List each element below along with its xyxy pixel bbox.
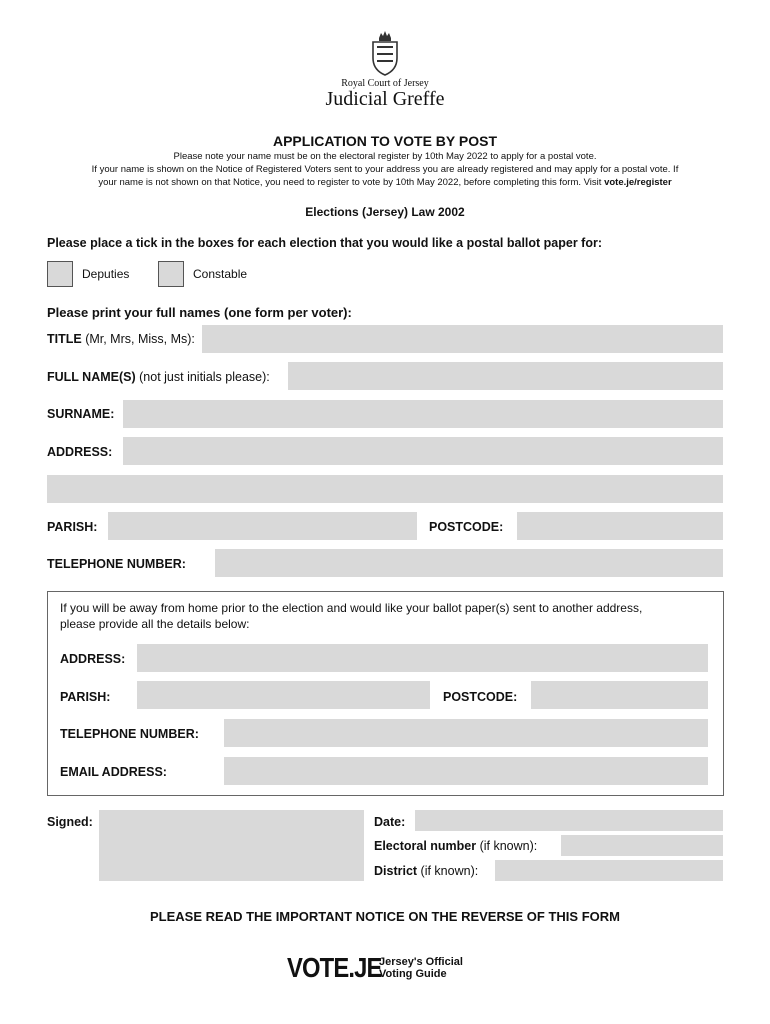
- away-text-line-1: If you will be away from home prior to the election and would like your ballot paper(s) sent to another address,: [60, 601, 643, 615]
- org-name: Judicial Greffe: [325, 88, 445, 110]
- district-caps: District: [374, 864, 418, 878]
- intro-line-2: If your name is shown on the Notice of Registered Voters sent to your address you are already registered and may apply for a postal vote. If: [91, 164, 679, 175]
- away-postcode-label: POSTCODE:: [443, 690, 518, 704]
- fullname-label: [47, 370, 270, 384]
- fullname-field[interactable]: [288, 362, 723, 390]
- telephone-field[interactable]: [215, 549, 723, 577]
- parish-field[interactable]: [108, 512, 417, 540]
- vote-je-tagline: [379, 956, 463, 980]
- address-field-line-1[interactable]: [123, 437, 723, 465]
- surname-label: SURNAME:: [47, 407, 115, 421]
- title-label-hint: (Mr, Mrs, Miss, Ms):: [81, 332, 195, 346]
- district-hint: (if known):: [417, 864, 479, 878]
- electoral-number-label: [374, 839, 537, 853]
- reverse-notice: PLEASE READ THE IMPORTANT NOTICE ON THE REVERSE OF THIS FORM: [150, 909, 620, 924]
- signature-field[interactable]: [99, 810, 364, 881]
- away-address-field[interactable]: [137, 644, 708, 672]
- away-postcode-field[interactable]: [531, 681, 708, 709]
- tagline-line-2: Voting Guide: [379, 968, 447, 980]
- intro-line-3: [0, 177, 770, 188]
- electoral-number-field[interactable]: [561, 835, 723, 856]
- district-label: [374, 864, 478, 878]
- title-label: [47, 332, 195, 346]
- away-address-label: ADDRESS:: [60, 652, 126, 666]
- address-label: ADDRESS:: [47, 445, 113, 459]
- surname-field[interactable]: [123, 400, 723, 428]
- intro-line-1: Please note your name must be on the electoral register by 10th May 2022 to apply for a postal vote.: [173, 151, 597, 162]
- away-telephone-field[interactable]: [224, 719, 708, 747]
- district-field[interactable]: [495, 860, 723, 881]
- telephone-label: TELEPHONE NUMBER:: [47, 557, 186, 571]
- away-telephone-label: TELEPHONE NUMBER:: [60, 727, 199, 741]
- electoral-number-hint: (if known):: [476, 839, 538, 853]
- title-field[interactable]: [202, 325, 723, 353]
- away-text-line-2: please provide all the details below:: [60, 617, 250, 631]
- deputies-label: Deputies: [82, 267, 130, 281]
- law-reference: Elections (Jersey) Law 2002: [305, 205, 465, 219]
- page-title: APPLICATION TO VOTE BY POST: [272, 133, 498, 149]
- away-parish-field[interactable]: [137, 681, 430, 709]
- date-field[interactable]: [415, 810, 723, 831]
- deputies-checkbox[interactable]: [47, 261, 73, 287]
- postcode-field[interactable]: [517, 512, 723, 540]
- electoral-number-caps: Electoral number: [374, 839, 477, 853]
- names-heading: Please print your full names (one form per voter):: [47, 305, 352, 320]
- away-email-field[interactable]: [224, 757, 708, 785]
- parish-label: PARISH:: [47, 520, 98, 534]
- tick-instruction: Please place a tick in the boxes for each election that you would like a postal ballot paper for:: [47, 236, 603, 250]
- intro-line-3-text: your name is not shown on that Notice, you need to register to vote by 10th May 2022, before completing this form. Visit: [98, 177, 605, 188]
- title-label-caps: TITLE: [47, 332, 82, 346]
- crest-label: Royal Court of Jersey: [341, 78, 429, 89]
- vote-je-logo: [287, 950, 463, 986]
- signed-label: Signed:: [47, 815, 93, 829]
- tagline-line-1: Jersey's Official: [379, 956, 463, 968]
- fullname-label-caps: FULL NAME(S): [47, 370, 136, 384]
- constable-label: Constable: [193, 267, 248, 281]
- away-email-label: EMAIL ADDRESS:: [60, 765, 167, 779]
- jersey-crest-logo: [368, 30, 402, 76]
- vote-je-logo-text: VOTE.JE: [287, 952, 382, 983]
- fullname-label-hint: (not just initials please):: [135, 370, 270, 384]
- postcode-label: POSTCODE:: [429, 520, 504, 534]
- register-link[interactable]: vote.je/register: [604, 177, 672, 188]
- address-field-line-2[interactable]: [47, 475, 723, 503]
- away-parish-label: PARISH:: [60, 690, 111, 704]
- constable-checkbox[interactable]: [158, 261, 184, 287]
- date-label: Date:: [374, 815, 406, 829]
